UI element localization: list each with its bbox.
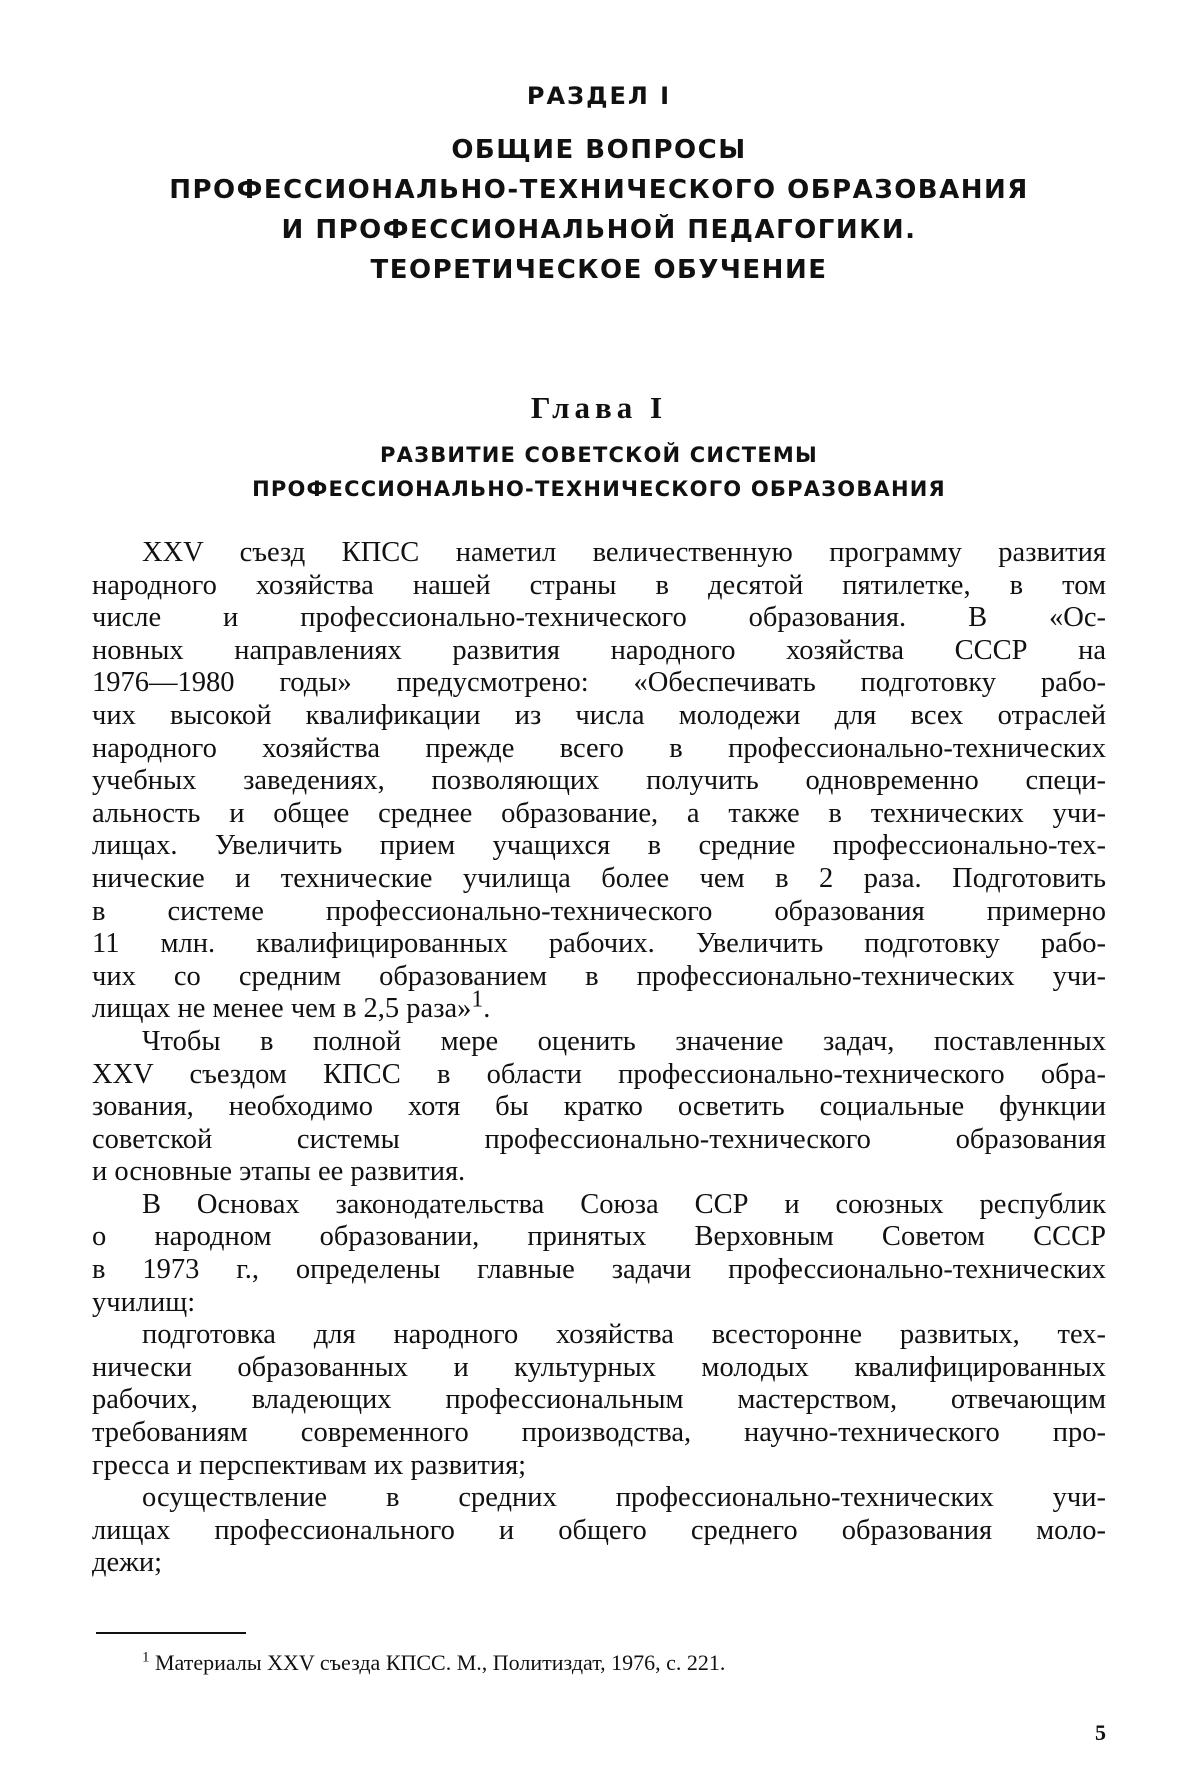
text-line: новных направлениях развития народного хозяйства СССР на [92, 634, 1106, 666]
text-line: требованиям современного производства, научно-технического про- [92, 1417, 1106, 1449]
text-line: о народном образовании, принятых Верховным Советом СССР [92, 1221, 1106, 1253]
text-line: в 1973 г., определены главные задачи профессионально-технических [92, 1254, 1106, 1286]
footnote [142, 1650, 725, 1676]
text-line [92, 986, 1106, 1026]
text-line: народного хозяйства нашей страны в десятой пятилетке, в том [92, 569, 1106, 601]
text-line-content: лищах не менее чем в 2,5 раза» [92, 993, 472, 1025]
section-title-line: И ПРОФЕССИОНАЛЬНОЙ ПЕДАГОГИКИ. [281, 215, 917, 245]
text-line: дежи; [92, 1547, 163, 1579]
text-line: лищах профессионального и общего среднего образования моло- [92, 1514, 1106, 1546]
footnote-marker: 1 [142, 1649, 150, 1666]
text-line: 11 млн. квалифицированных рабочих. Увеличить подготовку рабо- [92, 928, 1106, 960]
section-title [92, 130, 1106, 290]
text-line: 1976—1980 годы» предусмотрено: «Обеспечивать подготовку рабо- [92, 667, 1106, 699]
section-title-line: ПРОФЕССИОНАЛЬНО-ТЕХНИЧЕСКОГО ОБРАЗОВАНИЯ [169, 175, 1029, 205]
footnote-divider [96, 1632, 246, 1634]
chapter-title [92, 438, 1106, 506]
section-label: РАЗДЕЛ I [526, 82, 672, 110]
text-line: рабочих, владеющих профессиональным мастерством, отвечающим [92, 1384, 1106, 1416]
section-title-line: ОБЩИЕ ВОПРОСЫ [451, 135, 747, 165]
section-title-line: ТЕОРЕТИЧЕСКОЕ ОБУЧЕНИЕ [370, 255, 828, 285]
book-page [92, 0, 1106, 1789]
text-line: лищах. Увеличить прием учащихся в средние профессионально-тех- [92, 830, 1106, 862]
text-line: гресса и перспективам их развития; [92, 1449, 527, 1481]
text-line: нически образованных и культурных молодых квалифицированных [92, 1351, 1106, 1383]
text-line: народного хозяйства прежде всего в профессионально-технических [92, 732, 1106, 764]
chapter-title-line: РАЗВИТИЕ СОВЕТСКОЙ СИСТЕМЫ [380, 443, 818, 467]
text-line: XXV съездом КПСС в области профессионально-технического обра- [92, 1058, 1106, 1090]
chapter-title-line: ПРОФЕССИОНАЛЬНО-ТЕХНИЧЕСКОГО ОБРАЗОВАНИЯ [252, 477, 946, 501]
text-line: зования, необходимо хотя бы кратко осветить социальные функции [92, 1091, 1106, 1123]
footnote-reference: 1 [471, 986, 484, 1013]
text-line: училищ: [92, 1286, 196, 1318]
text-line: альность и общее среднее образование, а также в технических учи- [92, 797, 1106, 829]
chapter-label: Глава I [530, 390, 668, 425]
text-line: подготовка для народного хозяйства всесторонне развитых, тех- [142, 1319, 1106, 1351]
text-line: чих со средним образованием в профессионально-технических учи- [92, 960, 1106, 992]
text-line: и основные этапы ее развития. [92, 1156, 466, 1188]
text-line: чих высокой квалификации из числа молодежи для всех отраслей [92, 699, 1106, 731]
text-line: в системе профессионально-технического образования примерно [92, 895, 1106, 927]
footnote-text: Материалы XXV съезда КПСС. М., Политиздат, 1976, с. 221. [155, 1650, 726, 1675]
text-line: осуществление в средних профессионально-технических учи- [142, 1482, 1106, 1514]
body-text [92, 537, 1106, 1580]
text-line: XXV съезд КПСС наметил величественную программу развития [142, 537, 1106, 568]
text-line: числе и профессионально-технического образования. В «Ос- [92, 602, 1106, 634]
footnote-reference-period: . [483, 993, 491, 1025]
text-line: нические и технические училища более чем в 2 раза. Подготовить [92, 862, 1106, 894]
text-line: В Основах законодательства Союза ССР и союзных республик [142, 1188, 1106, 1220]
text-line: Чтобы в полной мере оценить значение задач, поставленных [142, 1025, 1106, 1057]
text-line: учебных заведениях, позволяющих получить одновременно специ- [92, 765, 1106, 797]
text-line: советской системы профессионально-технического образования [92, 1123, 1106, 1155]
page-number: 5 [1095, 1720, 1106, 1745]
